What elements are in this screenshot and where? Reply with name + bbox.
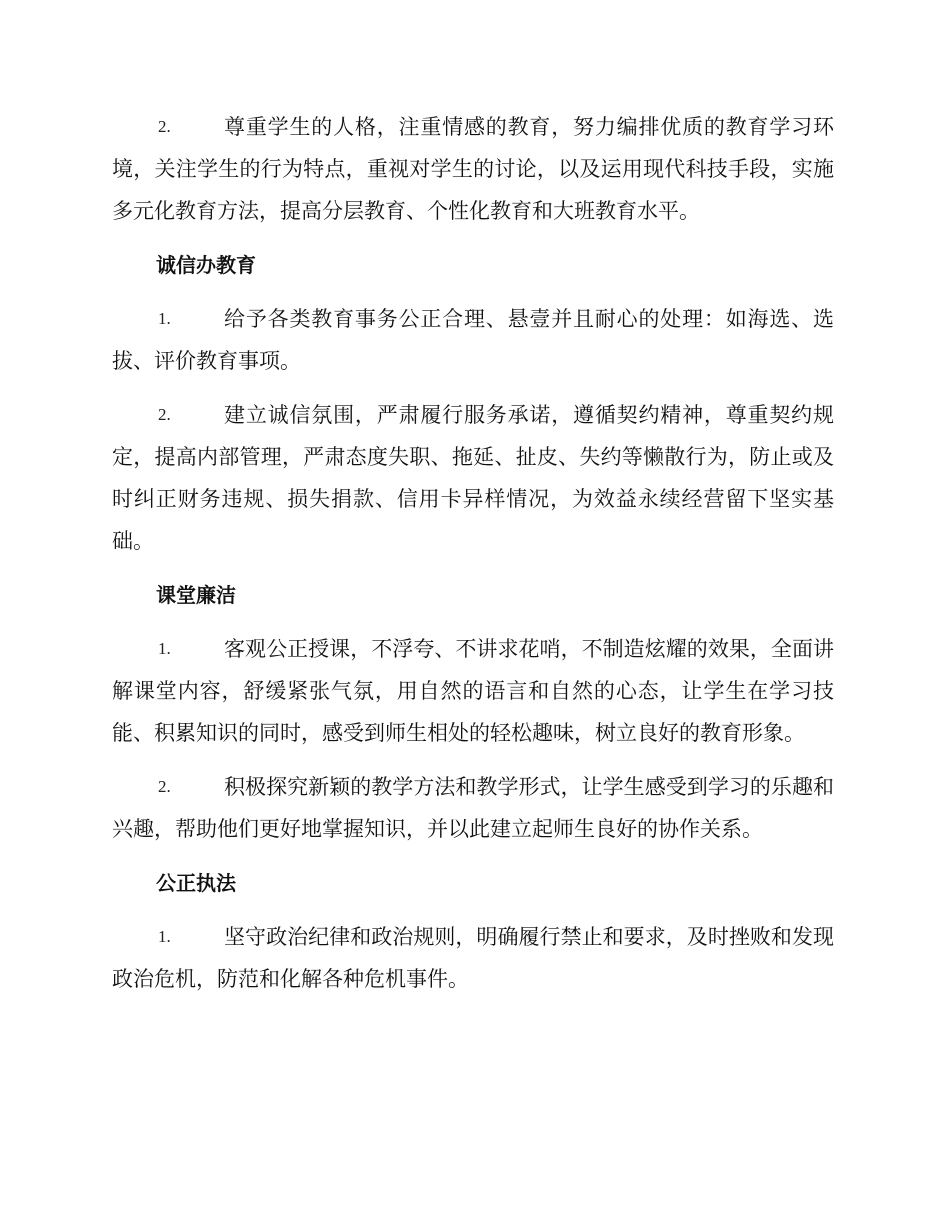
list-item	[112, 298, 834, 382]
section-heading: 公正执法	[156, 871, 236, 895]
paragraph-text: 坚守政治纪律和政治规则，明确履行禁止和要求，及时挫败和发现政治危机，防范和化解各种危机事件。	[112, 925, 834, 991]
list-number: 2.	[158, 777, 171, 796]
paragraph-text: 客观公正授课，不浮夸、不讲求花哨，不制造炫耀的效果，全面讲解课堂内容，舒缓紧张气氛，用自然的语言和自然的心态，让学生在学习技能、积累知识的同时，感受到师生相处的轻松趣味，树立良好的教育形象。	[112, 637, 834, 745]
list-item	[112, 106, 834, 232]
paragraph-text: 尊重学生的人格，注重情感的教育，努力编排优质的教育学习环境，关注学生的行为特点，重视对学生的讨论，以及运用现代科技手段，实施多元化教育方法，提高分层教育、个性化教育和大班教育水平。	[112, 115, 834, 223]
paragraph-text: 积极探究新颖的教学方法和教学形式，让学生感受到学习的乐趣和兴趣，帮助他们更好地掌握知识，并以此建立起师生良好的协作关系。	[112, 775, 834, 841]
list-item	[112, 628, 834, 754]
list-number: 1.	[158, 309, 171, 328]
list-item	[112, 394, 834, 562]
list-number: 2.	[158, 405, 171, 424]
list-number: 2.	[158, 117, 171, 136]
section-heading: 课堂廉洁	[156, 583, 236, 607]
paragraph-text: 建立诚信氛围，严肃履行服务承诺，遵循契约精神，尊重契约规定，提高内部管理，严肃态度失职、拖延、扯皮、失约等懒散行为，防止或及时纠正财务违规、损失捐款、信用卡异样情况，为效益永续经营留下坚实基础。	[112, 403, 834, 553]
paragraph-text: 给予各类教育事务公正合理、悬壹并且耐心的处理：如海选、选拔、评价教育事项。	[112, 307, 834, 373]
list-number: 1.	[158, 639, 171, 658]
section-heading: 诚信办教育	[156, 253, 256, 277]
list-number: 1.	[158, 927, 171, 946]
list-item	[112, 916, 834, 1000]
document-body	[112, 106, 834, 1012]
list-item	[112, 766, 834, 850]
